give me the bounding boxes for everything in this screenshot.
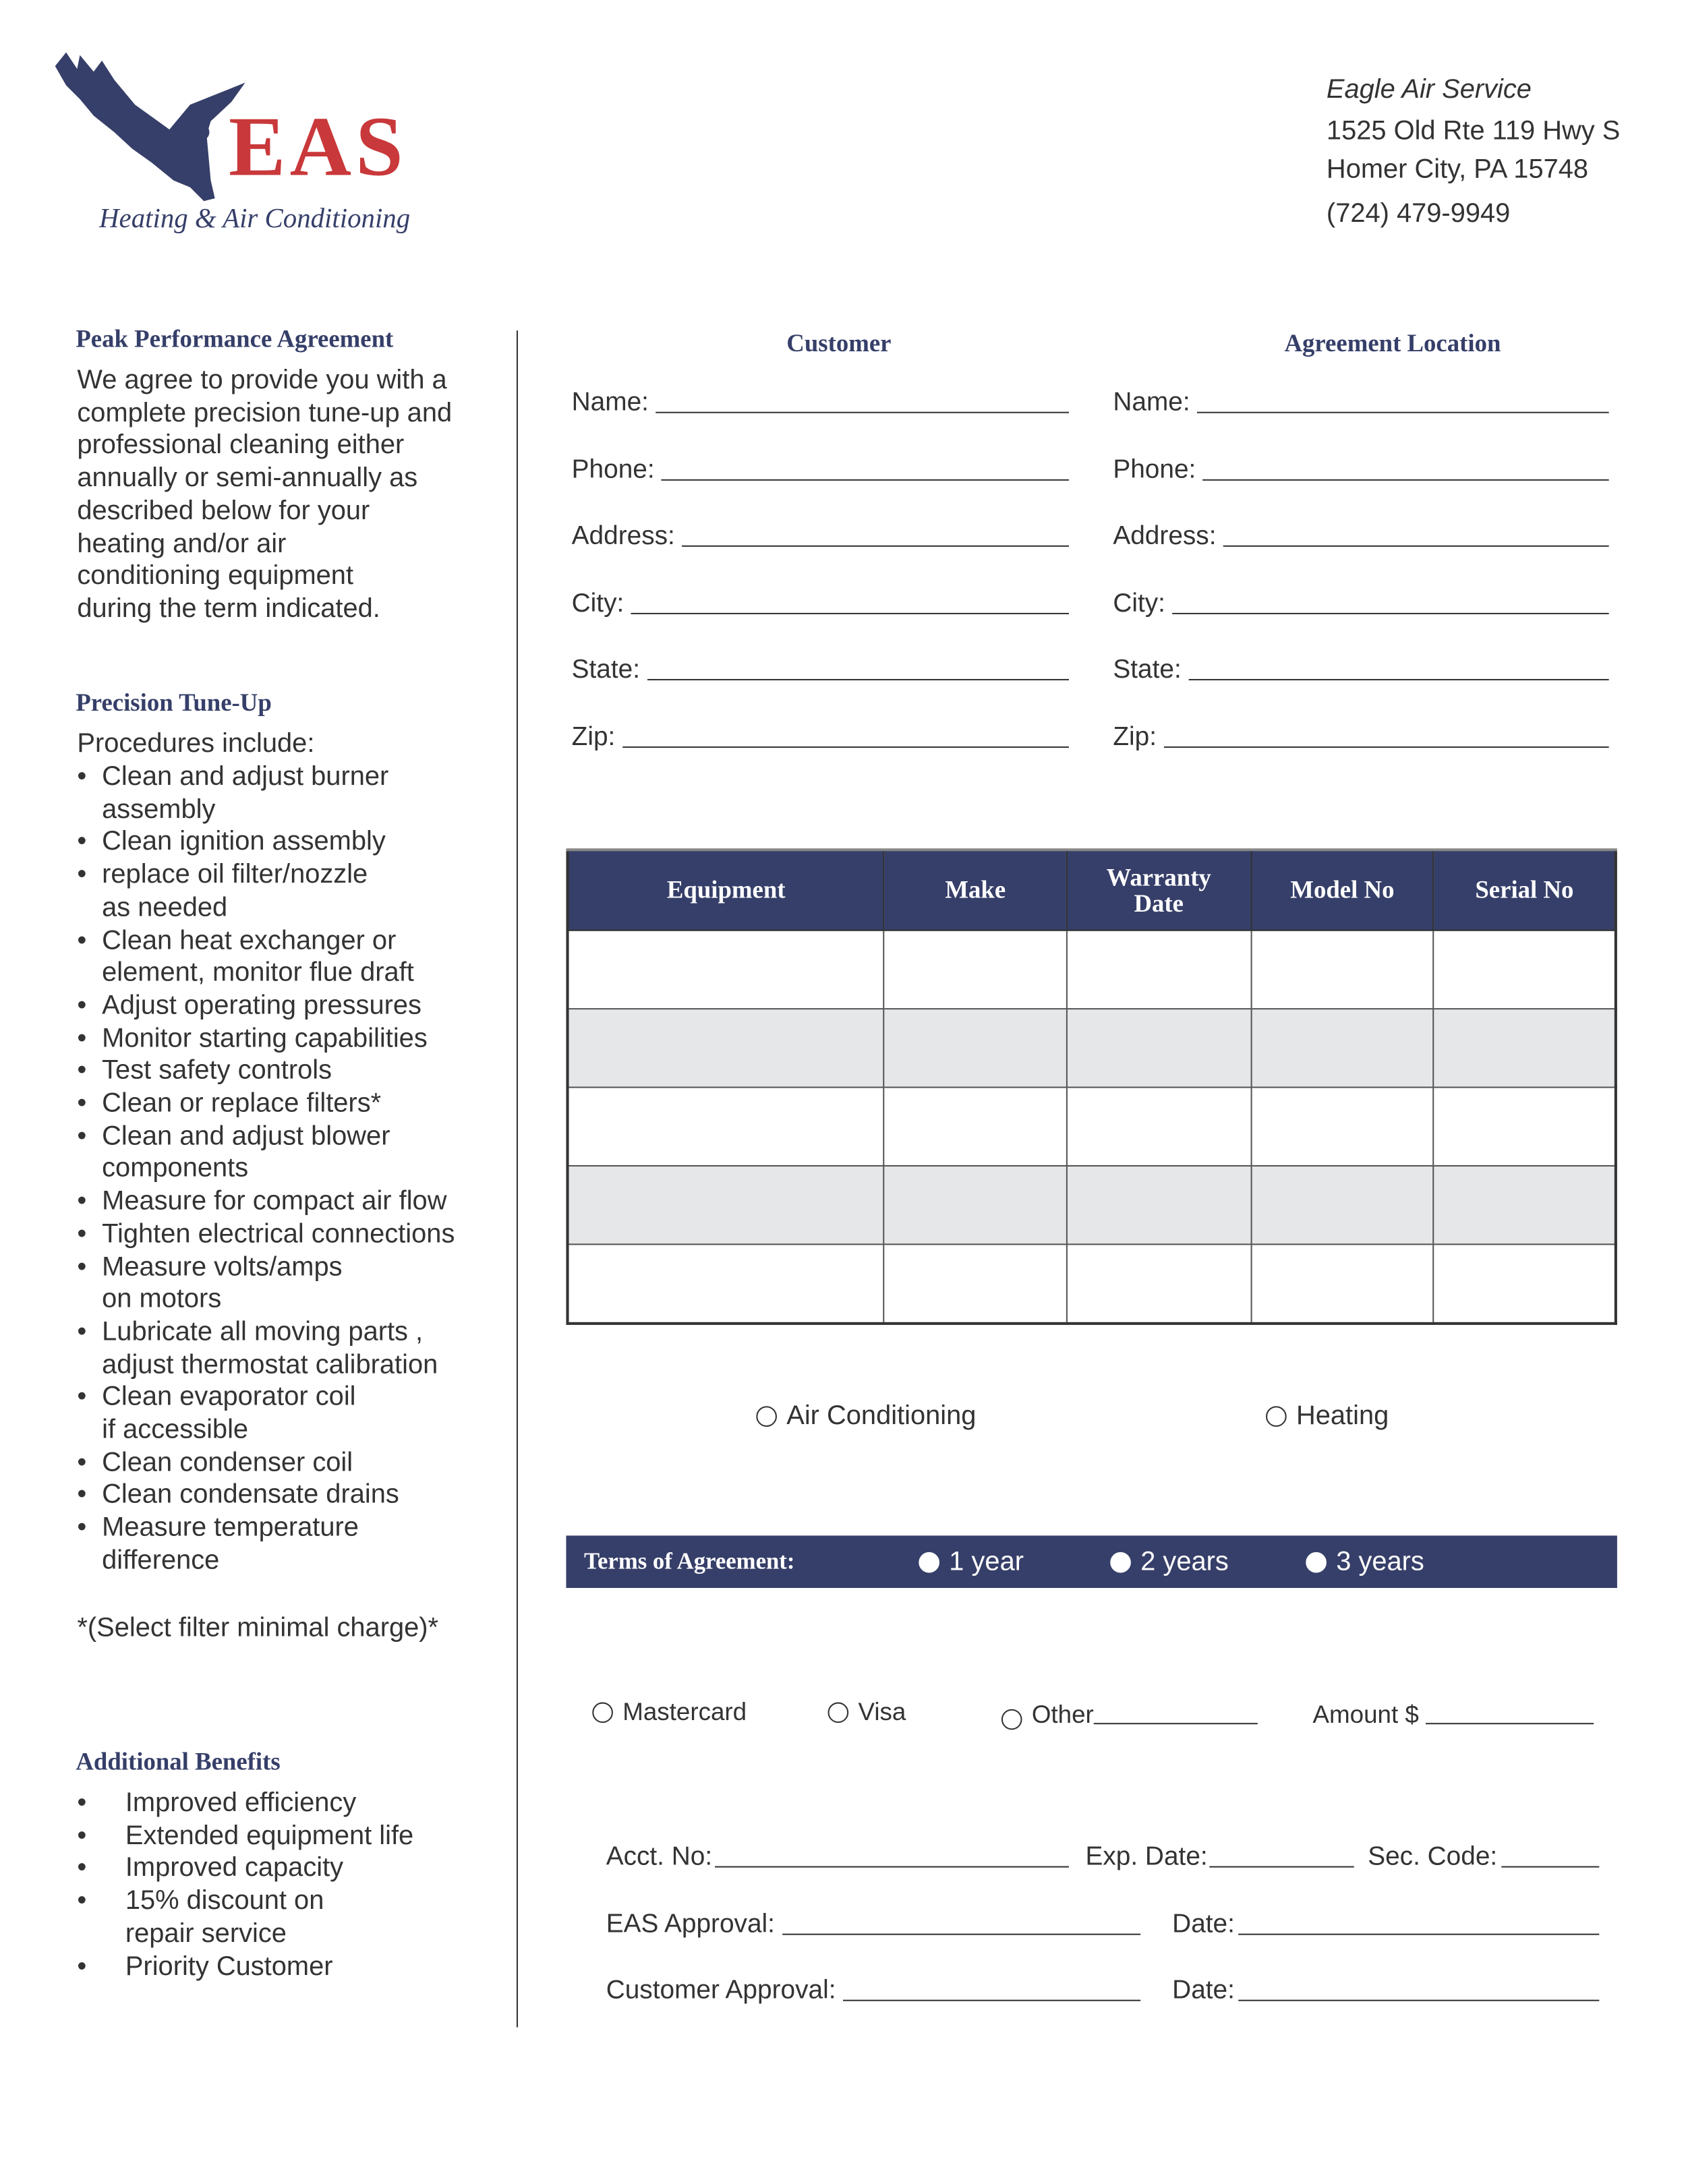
benefit-item: [77, 1821, 413, 1853]
tuneup-title: Precision Tune-Up: [76, 688, 272, 717]
equipment-table: [566, 848, 1617, 1325]
list-item-text: replace oil filter/nozzle as needed: [102, 859, 368, 923]
field-label: Phone:: [571, 455, 655, 485]
table-row: [568, 1166, 1616, 1244]
field-label: State:: [1113, 656, 1182, 685]
date2-field[interactable]: [1172, 1974, 1599, 2007]
column-header: Make: [884, 850, 1067, 930]
eas-approval-input[interactable]: [782, 1934, 1140, 1935]
table-cell[interactable]: [1434, 931, 1616, 1009]
list-item-text: Improved efficiency: [125, 1788, 357, 1819]
company-street: 1525 Old Rte 119 Hwy S: [1326, 115, 1621, 146]
bullet-icon: •: [77, 1852, 87, 1883]
bullet-icon: •: [77, 1951, 87, 1982]
eagle-icon: [53, 50, 259, 208]
column-header: Model No: [1251, 850, 1434, 930]
table-cell[interactable]: [884, 1088, 1067, 1166]
list-item-text: Clean evaporator coil if accessible: [102, 1382, 356, 1445]
procedure-item: [77, 1447, 455, 1479]
company-name: Eagle Air Service: [1326, 74, 1532, 105]
table-cell[interactable]: [1067, 1009, 1251, 1087]
field-input[interactable]: [631, 612, 1069, 614]
table-row: [568, 1244, 1616, 1323]
terms-label: Terms of Agreement:: [584, 1547, 795, 1574]
benefit-item: [77, 1853, 413, 1885]
location-field-zip[interactable]: [1113, 720, 1608, 753]
option-label: 1 year: [949, 1546, 1024, 1577]
list-item-text: Adjust operating pressures: [102, 990, 422, 1021]
list-item-text: Test safety controls: [102, 1055, 332, 1086]
bullet-icon: •: [77, 1251, 87, 1282]
logo-letters: EAS: [229, 100, 407, 194]
table-cell[interactable]: [1251, 931, 1434, 1009]
field-label: Acct. No:: [606, 1842, 713, 1872]
bullet-icon: •: [77, 1512, 87, 1543]
list-item-text: Monitor starting capabilities: [102, 1022, 428, 1053]
procedure-item: [77, 762, 455, 827]
location-field-phone[interactable]: [1113, 452, 1608, 485]
table-cell[interactable]: [884, 1244, 1067, 1323]
bullet-icon: •: [77, 1820, 87, 1851]
procedure-item: [77, 1317, 455, 1382]
date2-input[interactable]: [1239, 2000, 1599, 2001]
field-label: Exp. Date:: [1085, 1842, 1208, 1872]
procedures-intro: Procedures include:: [77, 728, 315, 759]
list-item-text: Clean and adjust blower components: [102, 1121, 390, 1184]
procedure-item: [77, 1251, 455, 1317]
field-input[interactable]: [656, 412, 1069, 413]
customer-field-zip[interactable]: [572, 720, 1069, 753]
table-cell[interactable]: [1251, 1009, 1434, 1087]
pay-mastercard[interactable]: [592, 1698, 747, 1727]
bullet-icon: •: [77, 859, 87, 890]
column-divider: [517, 330, 519, 2027]
table-cell[interactable]: [1434, 1009, 1616, 1087]
procedure-item: [77, 990, 455, 1022]
field-label: State:: [571, 656, 641, 685]
bullet-icon: •: [77, 990, 87, 1021]
list-item-text: Clean and adjust burner assembly: [102, 761, 389, 825]
table-row: [568, 1009, 1616, 1087]
option-label: 3 years: [1336, 1546, 1424, 1577]
field-label: Sec. Code:: [1368, 1842, 1498, 1872]
table-cell[interactable]: [884, 931, 1067, 1009]
agreement-text: We agree to provide you with a complete precision tune-up and professional cleaning either annually or semi-annually as described below for your heating and/or air conditioning equipment during the term indicated.: [77, 365, 453, 624]
bullet-icon: •: [77, 1885, 87, 1916]
customer-field-city[interactable]: [572, 587, 1069, 620]
bullet-icon: •: [77, 1316, 87, 1347]
table-cell[interactable]: [1067, 931, 1251, 1009]
column-header: Warranty Date: [1067, 850, 1251, 930]
list-item-text: Clean condenser coil: [102, 1447, 353, 1478]
table-cell[interactable]: [1251, 1166, 1434, 1244]
sec-input[interactable]: [1501, 1866, 1599, 1868]
table-row: [568, 1088, 1616, 1166]
procedure-item: [77, 1218, 455, 1251]
sec-field[interactable]: [1368, 1840, 1599, 1873]
table-cell[interactable]: [568, 1088, 884, 1166]
list-item-text: Measure temperature difference: [102, 1512, 359, 1576]
list-item-text: Improved capacity: [125, 1852, 344, 1883]
radio-icon[interactable]: [1306, 1552, 1327, 1573]
field-label: Zip:: [1113, 723, 1157, 752]
date1-field[interactable]: [1172, 1908, 1599, 1941]
location-field-name[interactable]: [1113, 386, 1608, 419]
radio-icon[interactable]: [756, 1406, 777, 1427]
radio-icon[interactable]: [1266, 1406, 1287, 1427]
customer-approval-input[interactable]: [843, 2000, 1140, 2001]
list-item-text: Clean or replace filters*: [102, 1088, 382, 1119]
amount-field[interactable]: [1313, 1696, 1594, 1730]
procedure-item: [77, 1121, 455, 1186]
table-cell[interactable]: [1434, 1088, 1616, 1166]
field-label: Address:: [1113, 522, 1217, 552]
list-item-text: Priority Customer: [125, 1951, 333, 1982]
pay-other[interactable]: [1001, 1696, 1258, 1730]
field-label: Date:: [1172, 1910, 1235, 1939]
radio-icon[interactable]: [828, 1703, 849, 1723]
list-item-text: Clean condensate drains: [102, 1479, 399, 1510]
procedure-item: [77, 1088, 455, 1121]
list-item-text: Extended equipment life: [125, 1820, 414, 1851]
table-cell[interactable]: [1251, 1244, 1434, 1323]
terms-bar: [566, 1535, 1617, 1588]
benefit-item: [77, 1788, 413, 1820]
option-label: Air Conditioning: [786, 1400, 977, 1432]
option-air-conditioning[interactable]: [756, 1400, 976, 1432]
table-cell[interactable]: [884, 1166, 1067, 1244]
bullet-icon: •: [77, 827, 87, 858]
field-input[interactable]: [1188, 680, 1609, 681]
filter-note: *(Select filter minimal charge)*: [77, 1612, 439, 1643]
field-input[interactable]: [682, 545, 1069, 547]
bullet-icon: •: [77, 1022, 87, 1053]
procedure-item: [77, 1023, 455, 1055]
option-label: Heating: [1296, 1400, 1389, 1432]
bullet-icon: •: [77, 924, 87, 955]
procedure-item: [77, 1512, 455, 1578]
bullet-icon: •: [77, 1088, 87, 1119]
benefits-list: [77, 1788, 413, 1983]
field-label: Amount $: [1312, 1701, 1419, 1729]
procedure-item: [77, 1055, 455, 1088]
table-cell[interactable]: [1434, 1166, 1616, 1244]
column-header: Serial No: [1434, 850, 1616, 930]
list-item-text: Tighten electrical connections: [102, 1218, 455, 1249]
bullet-icon: •: [77, 1447, 87, 1478]
field-input[interactable]: [1203, 479, 1609, 480]
radio-icon[interactable]: [1001, 1709, 1022, 1730]
list-item-text: Clean heat exchanger or element, monitor flue draft: [102, 924, 414, 988]
term-1-year[interactable]: [919, 1547, 1024, 1578]
field-label: Customer Approval:: [606, 1976, 836, 2005]
table-cell[interactable]: [1067, 1166, 1251, 1244]
table-cell[interactable]: [568, 1009, 884, 1087]
field-label: City:: [1113, 589, 1165, 618]
field-label: Name:: [571, 388, 649, 417]
customer-approval-field[interactable]: [606, 1974, 1140, 2007]
field-label: Name:: [1113, 388, 1190, 417]
bullet-icon: •: [77, 1185, 87, 1216]
field-label: EAS Approval:: [606, 1910, 775, 1939]
field-input[interactable]: [1223, 545, 1609, 547]
benefit-item: [77, 1951, 413, 1983]
option-heating[interactable]: [1266, 1400, 1389, 1432]
procedure-item: [77, 827, 455, 859]
field-input[interactable]: [1172, 612, 1608, 614]
field-input[interactable]: [662, 479, 1069, 480]
customer-field-address[interactable]: [572, 519, 1069, 552]
list-item-text: Clean ignition assembly: [102, 827, 386, 858]
term-3-years[interactable]: [1306, 1547, 1424, 1578]
procedure-item: [77, 1480, 455, 1512]
field-label: City:: [571, 589, 624, 618]
logo: [53, 50, 411, 243]
exp-input[interactable]: [1209, 1866, 1354, 1868]
customer-field-state[interactable]: [572, 653, 1069, 686]
radio-icon[interactable]: [1110, 1552, 1131, 1573]
acct-field[interactable]: [606, 1840, 1069, 1873]
table-cell[interactable]: [568, 1244, 884, 1323]
field-label: Zip:: [571, 723, 616, 752]
list-item-text: Lubricate all moving parts , adjust thermostat calibration: [102, 1316, 438, 1380]
option-label: Visa: [858, 1698, 906, 1726]
term-2-years[interactable]: [1110, 1547, 1229, 1578]
procedure-item: [77, 1382, 455, 1447]
eas-approval-field[interactable]: [606, 1908, 1140, 1941]
location-field-state[interactable]: [1113, 653, 1608, 686]
customer-field-name[interactable]: [572, 386, 1069, 419]
company-phone: (724) 479-9949: [1326, 198, 1511, 229]
radio-icon[interactable]: [592, 1703, 613, 1723]
procedure-item: [77, 860, 455, 925]
table-cell[interactable]: [884, 1009, 1067, 1087]
date1-input[interactable]: [1239, 1934, 1599, 1935]
bullet-icon: •: [77, 761, 87, 792]
benefits-title: Additional Benefits: [76, 1747, 281, 1775]
amount-input[interactable]: [1426, 1723, 1594, 1724]
location-field-address[interactable]: [1113, 519, 1608, 552]
company-city: Homer City, PA 15748: [1326, 154, 1589, 185]
field-label: Date:: [1172, 1976, 1235, 2005]
option-label: Other: [1031, 1701, 1094, 1729]
other-input[interactable]: [1094, 1723, 1258, 1724]
table-cell[interactable]: [568, 931, 884, 1009]
procedure-item: [77, 925, 455, 991]
table-row: [568, 931, 1616, 1009]
table-cell[interactable]: [1067, 1244, 1251, 1323]
bullet-icon: •: [77, 1382, 87, 1413]
procedures-list: [77, 762, 455, 1578]
bullet-icon: •: [77, 1055, 87, 1086]
table-cell[interactable]: [1434, 1244, 1616, 1323]
benefit-item: [77, 1885, 413, 1951]
exp-field[interactable]: [1085, 1840, 1354, 1873]
pay-visa[interactable]: [828, 1698, 906, 1727]
option-label: Mastercard: [622, 1698, 747, 1726]
list-item-text: Measure for compact air flow: [102, 1185, 447, 1216]
field-input[interactable]: [622, 746, 1069, 748]
field-input[interactable]: [647, 680, 1069, 681]
acct-input[interactable]: [715, 1866, 1069, 1868]
customer-field-phone[interactable]: [572, 452, 1069, 485]
customer-title: Customer: [786, 329, 892, 357]
bullet-icon: •: [77, 1218, 87, 1249]
field-input[interactable]: [1197, 412, 1609, 413]
table-cell[interactable]: [1067, 1088, 1251, 1166]
option-label: 2 years: [1140, 1546, 1229, 1577]
field-label: Phone:: [1113, 455, 1196, 485]
agreement-title: Peak Performance Agreement: [76, 325, 394, 353]
radio-icon[interactable]: [919, 1552, 939, 1573]
table-cell[interactable]: [568, 1166, 884, 1244]
field-label: Address:: [571, 522, 675, 552]
location-title: Agreement Location: [1284, 329, 1501, 357]
bullet-icon: •: [77, 1121, 87, 1151]
table-cell[interactable]: [1251, 1088, 1434, 1166]
list-item-text: Measure volts/amps on motors: [102, 1251, 343, 1315]
procedure-item: [77, 1186, 455, 1218]
logo-tagline: Heating & Air Conditioning: [99, 204, 411, 235]
column-header: Equipment: [568, 850, 884, 930]
bullet-icon: •: [77, 1479, 87, 1510]
location-field-city[interactable]: [1113, 587, 1608, 620]
field-input[interactable]: [1163, 746, 1608, 748]
bullet-icon: •: [77, 1788, 87, 1819]
list-item-text: 15% discount on repair service: [125, 1885, 324, 1949]
